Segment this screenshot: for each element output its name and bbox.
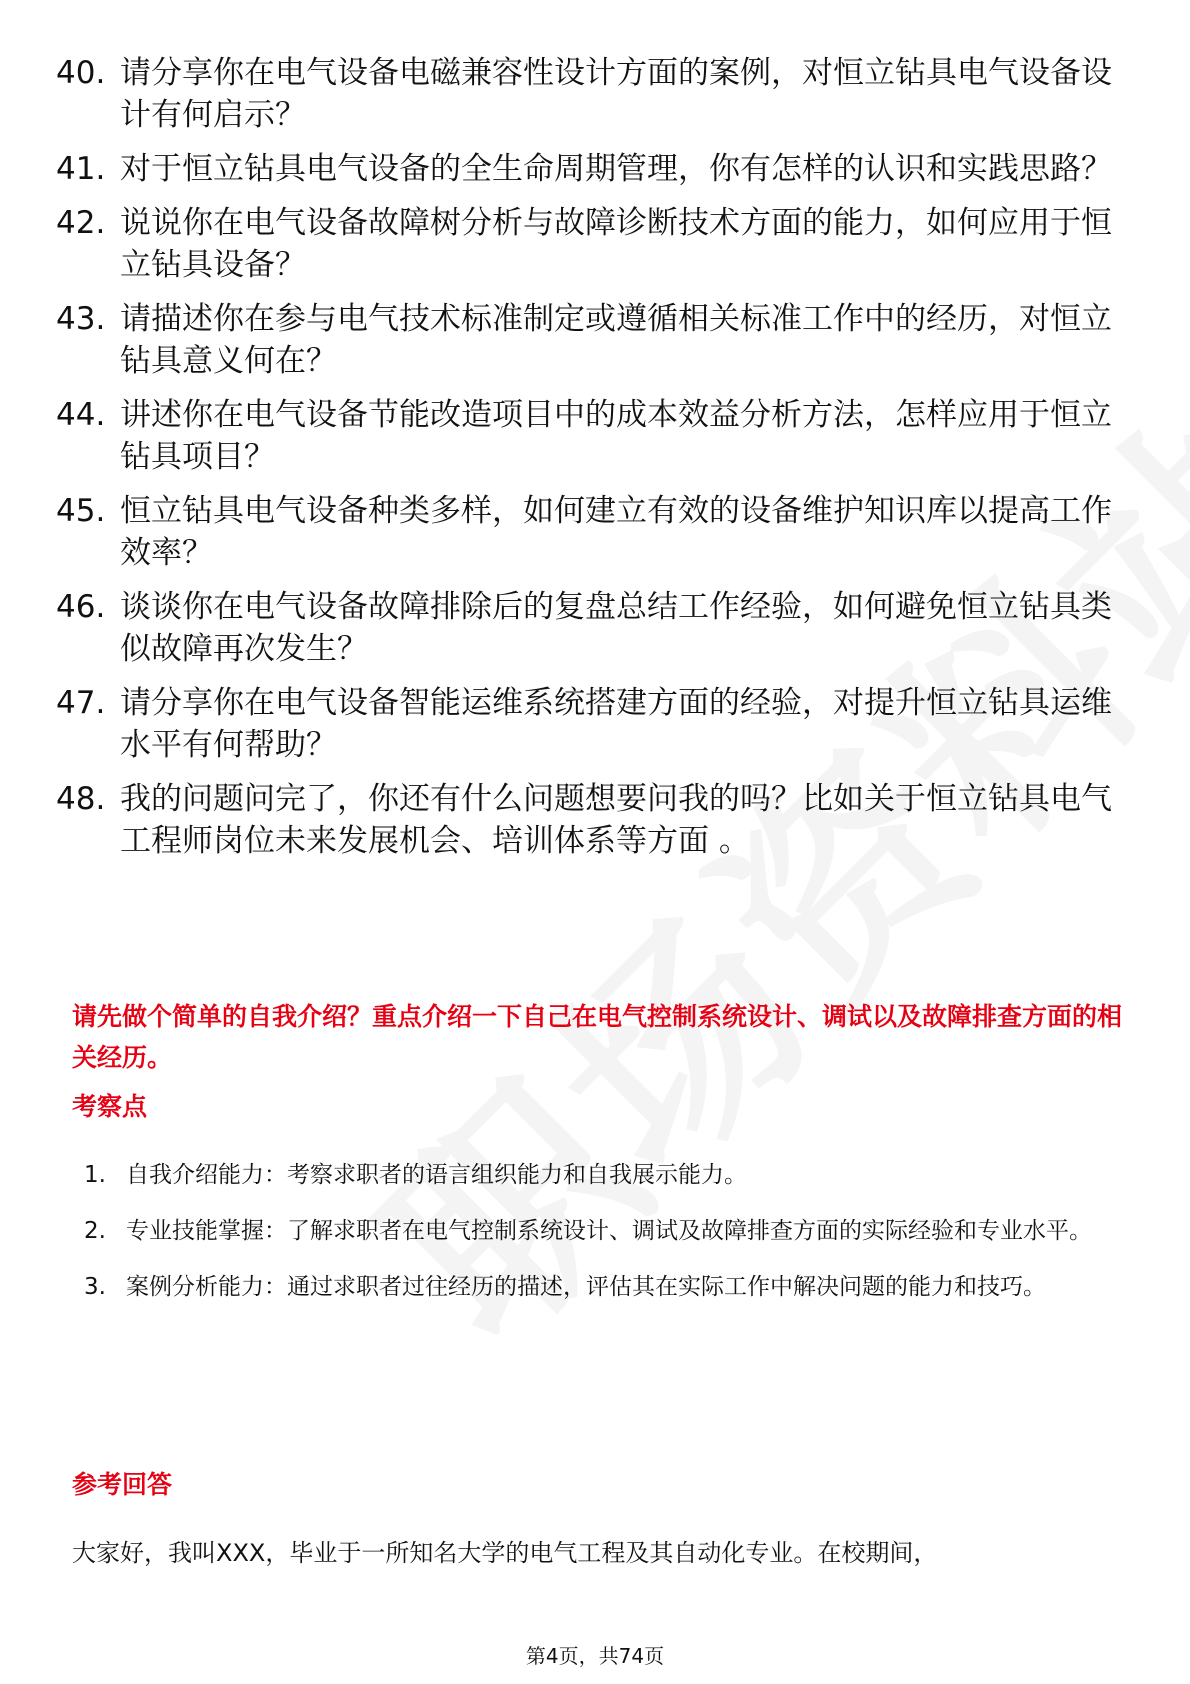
question-text: 恒立钻具电气设备种类多样，如何建立有效的设备维护知识库以提高工作效率？ — [120, 493, 1112, 571]
question-text: 请分享你在电气设备电磁兼容性设计方面的案例，对恒立钻具电气设备设计有何启示？ — [120, 55, 1112, 133]
question-text: 请描述你在参与电气技术标准制定或遵循相关标准工作中的经历，对恒立钻具意义何在？ — [120, 301, 1112, 379]
question-item — [56, 490, 1116, 574]
question-item — [56, 202, 1116, 286]
question-item — [56, 52, 1116, 136]
question-number: 40. — [56, 55, 106, 91]
exam-point-text: 专业技能掌握：了解求职者在电气控制系统设计、调试及故障排查方面的实际经验和专业水平。 — [126, 1218, 1092, 1244]
question-text: 我的问题问完了，你还有什么问题想要问我的吗？比如关于恒立钻具电气工程师岗位未来发展机会、培训体系等方面 。 — [120, 781, 1112, 859]
question-item — [56, 394, 1116, 478]
question-number: 48. — [56, 781, 106, 817]
question-number: 44. — [56, 397, 106, 433]
exam-point-item — [84, 1204, 1124, 1258]
question-number: 43. — [56, 301, 106, 337]
exam-point-text: 自我介绍能力：考察求职者的语言组织能力和自我展示能力。 — [126, 1162, 747, 1188]
exam-point-number: 3. — [84, 1274, 106, 1300]
question-text: 谈谈你在电气设备故障排除后的复盘总结工作经验，如何避免恒立钻具类似故障再次发生？ — [120, 589, 1112, 667]
question-number: 46. — [56, 589, 106, 625]
question-item — [56, 298, 1116, 382]
exam-point-item — [84, 1148, 1124, 1202]
exam-point-number: 1. — [84, 1162, 106, 1188]
question-item — [56, 586, 1116, 670]
question-list — [56, 52, 1116, 874]
question-text: 请分享你在电气设备智能运维系统搭建方面的经验，对提升恒立钻具运维水平有何帮助？ — [120, 685, 1112, 763]
exam-points-title: 考察点 — [72, 1092, 148, 1121]
question-number: 47. — [56, 685, 106, 721]
question-text: 说说你在电气设备故障树分析与故障诊断技术方面的能力，如何应用于恒立钻具设备？ — [120, 205, 1112, 283]
exam-point-item — [84, 1260, 1124, 1314]
question-item — [56, 682, 1116, 766]
question-number: 42. — [56, 205, 106, 241]
reference-answer-text: 大家好，我叫XXX，毕业于一所知名大学的电气工程及其自动化专业。在校期间， — [72, 1539, 938, 1567]
question-item — [56, 148, 1116, 190]
question-text: 讲述你在电气设备节能改造项目中的成本效益分析方法，怎样应用于恒立钻具项目？ — [120, 397, 1112, 475]
question-number: 45. — [56, 493, 106, 529]
question-text: 对于恒立钻具电气设备的全生命周期管理，你有怎样的认识和实践思路？ — [120, 151, 1112, 187]
page-footer: 第4页，共74页 — [525, 1644, 665, 1668]
question-number: 41. — [56, 151, 106, 187]
exam-points-list — [84, 1148, 1124, 1316]
exam-point-text: 案例分析能力：通过求职者过往经历的描述，评估其在实际工作中解决问题的能力和技巧。 — [126, 1274, 1046, 1300]
featured-question-heading: 请先做个简单的自我介绍？重点介绍一下自己在电气控制系统设计、调试以及故障排查方面的相关经历。 — [72, 1002, 1123, 1072]
question-item — [56, 778, 1116, 862]
reference-answer-title: 参考回答 — [72, 1470, 173, 1499]
exam-point-number: 2. — [84, 1218, 106, 1244]
